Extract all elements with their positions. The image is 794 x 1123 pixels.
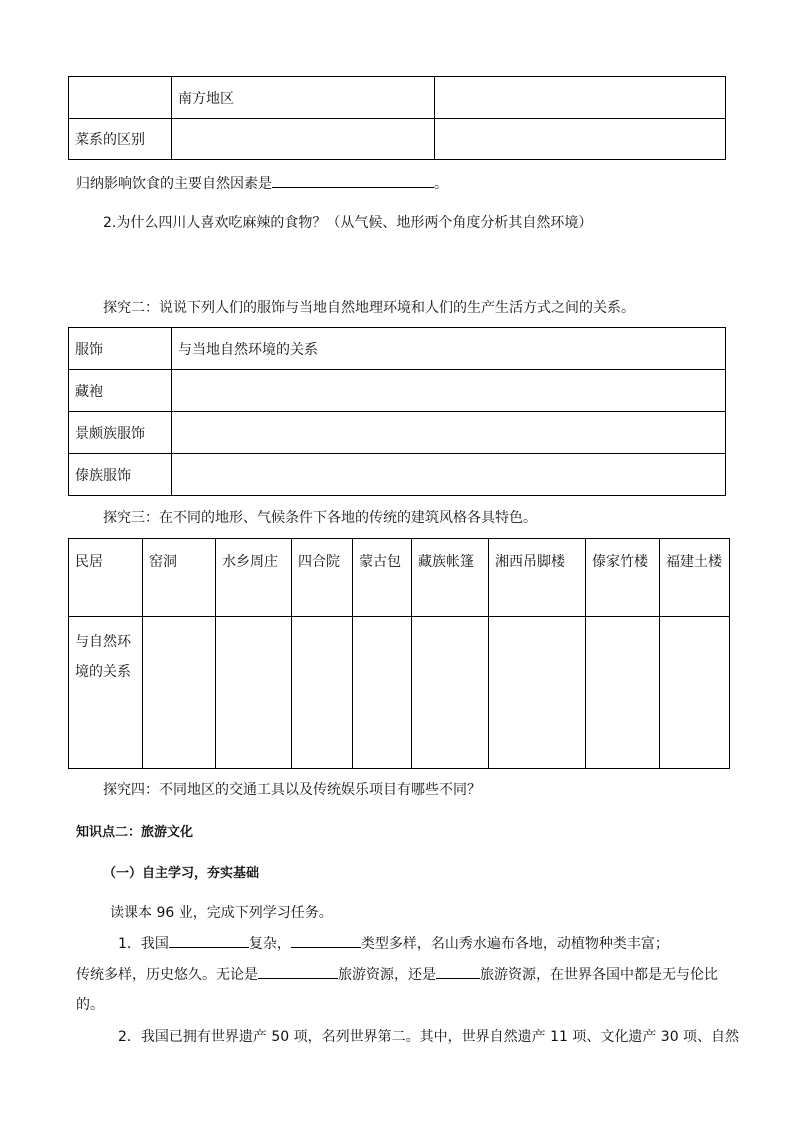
reading-instruction: 读课本 96 业，完成下列学习任务。	[110, 905, 333, 921]
cell-text: 服饰	[75, 341, 103, 358]
question-2: 2.为什么四川人喜欢吃麻辣的食物？（从气候、地形两个角度分析其自然环境）	[103, 215, 593, 231]
cuisine-table-cell	[435, 77, 726, 119]
dwelling-answer-cell[interactable]	[143, 617, 216, 769]
cell-text: 藏袍	[75, 383, 103, 400]
explore-4-heading: 探究四：不同地区的交通工具以及传统娱乐项目有哪些不同？	[103, 782, 481, 798]
dwelling-answer-cell[interactable]	[489, 617, 586, 769]
cell-text: 民居	[75, 554, 103, 570]
cuisine-table-cell	[69, 77, 172, 119]
dwelling-answer-cell[interactable]	[216, 617, 292, 769]
cuisine-table-cell-south	[172, 77, 435, 119]
dwelling-table	[68, 538, 730, 769]
explore-3-heading: 探究三：在不同的地形、气候条件下各地的传统的建筑风格各具特色。	[103, 510, 537, 526]
clothing-header-cell	[69, 328, 172, 370]
cell-text: 境的关系	[75, 664, 131, 680]
summary-line	[76, 173, 448, 194]
cell-text: 傣家竹楼	[592, 554, 648, 570]
cell-text: 藏族帐篷	[418, 554, 474, 570]
dwelling-answer-cell[interactable]	[292, 617, 353, 769]
cell-text: 水乡周庄	[222, 554, 278, 570]
item-1-line-1	[118, 933, 669, 954]
answer-blank[interactable]	[436, 964, 480, 979]
answer-blank[interactable]	[258, 964, 338, 979]
item-text: 1．我国	[118, 936, 169, 952]
item-text: 旅游资源，还是	[338, 967, 436, 983]
clothing-table	[68, 327, 726, 496]
dwelling-header-cell	[489, 539, 586, 617]
cell-text: 福建土楼	[666, 554, 722, 570]
answer-blank[interactable]	[169, 933, 249, 948]
dwelling-answer-cell[interactable]	[412, 617, 489, 769]
answer-blank[interactable]	[291, 933, 361, 948]
clothing-row-label	[69, 454, 172, 496]
answer-blank[interactable]	[272, 173, 434, 188]
summary-end: 。	[434, 176, 448, 192]
dwelling-answer-cell[interactable]	[353, 617, 412, 769]
cell-text: 菜系的区别	[75, 132, 145, 148]
item-text: 类型多样，名山秀水遍布各地，动植物种类丰富；	[360, 936, 669, 952]
section-1-heading: （一）自主学习，夯实基础	[103, 866, 260, 881]
cuisine-table-cell-label	[69, 119, 172, 160]
cell-text: 与自然环	[75, 634, 131, 650]
summary-text: 归纳影响饮食的主要自然因素是	[76, 176, 272, 192]
cuisine-table	[68, 76, 726, 160]
cell-text: 窑洞	[149, 554, 177, 570]
dwelling-header-cell	[69, 539, 143, 617]
dwelling-header-cell	[353, 539, 412, 617]
dwelling-header-cell	[660, 539, 730, 617]
dwelling-answer-cell[interactable]	[660, 617, 730, 769]
item-1-line-2	[76, 964, 718, 985]
clothing-answer-cell[interactable]	[172, 370, 726, 412]
dwelling-row-label	[69, 617, 143, 769]
knowledge-point-2: 知识点二：旅游文化	[76, 825, 194, 840]
clothing-answer-cell[interactable]	[172, 454, 726, 496]
clothing-header-cell	[172, 328, 726, 370]
item-text: 复杂，	[248, 936, 291, 952]
clothing-row-label	[69, 412, 172, 454]
cell-text: 与当地自然环境的关系	[178, 341, 318, 358]
dwelling-header-cell	[412, 539, 489, 617]
explore-2-heading: 探究二：说说下列人们的服饰与当地自然地理环境和人们的生产生活方式之间的关系。	[103, 300, 635, 316]
dwelling-header-cell	[143, 539, 216, 617]
cuisine-table-cell	[435, 119, 726, 160]
item-2-line-1: 2．我国已拥有世界遗产 50 项，名列世界第二。其中，世界自然遗产 11 项、文化遗产 30 项、自然	[118, 1029, 740, 1045]
cell-text: 南方地区	[178, 90, 234, 107]
cell-text: 蒙古包	[359, 554, 401, 570]
dwelling-header-cell	[292, 539, 353, 617]
clothing-answer-cell[interactable]	[172, 412, 726, 454]
dwelling-header-cell	[586, 539, 660, 617]
item-text: 传统多样，历史悠久。无论是	[76, 967, 258, 983]
cell-text: 四合院	[298, 554, 340, 570]
item-text: 旅游资源，在世界各国中都是无与伦比	[480, 967, 718, 983]
dwelling-header-cell	[216, 539, 292, 617]
item-1-line-3: 的。	[76, 997, 104, 1013]
cell-text: 湘西吊脚楼	[495, 554, 565, 570]
cuisine-table-cell	[172, 119, 435, 160]
dwelling-answer-cell[interactable]	[586, 617, 660, 769]
cell-text: 景颇族服饰	[75, 425, 145, 442]
clothing-row-label	[69, 370, 172, 412]
cell-text: 傣族服饰	[75, 467, 131, 484]
